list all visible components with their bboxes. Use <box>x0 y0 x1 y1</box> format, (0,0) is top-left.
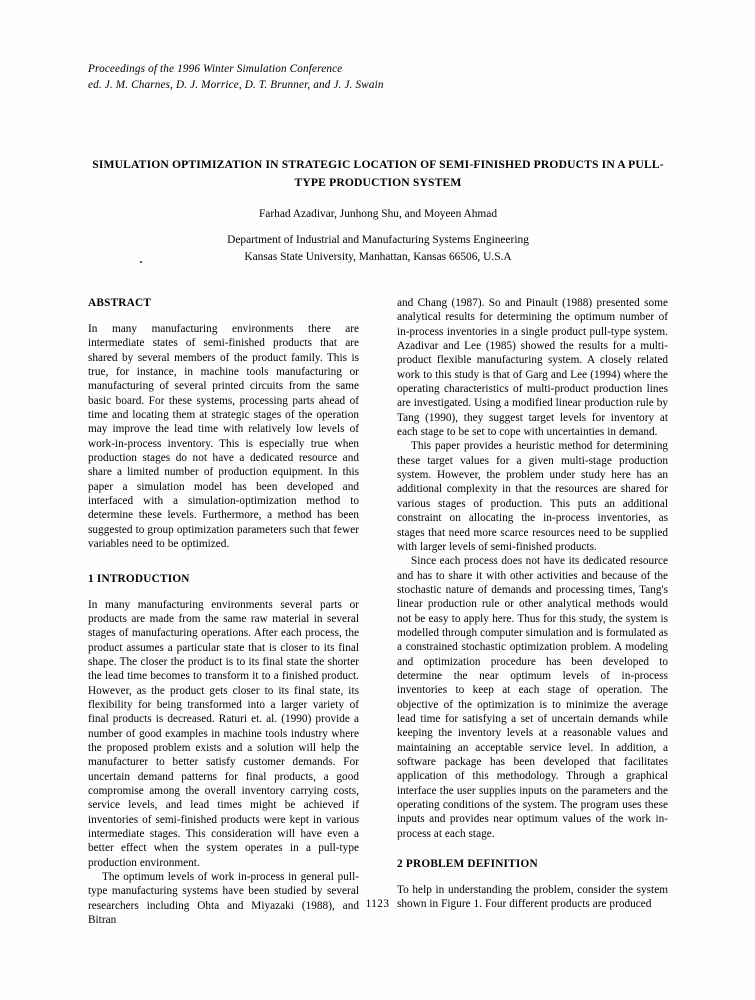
page-number: 1123 <box>365 898 390 910</box>
abstract-heading: ABSTRACT <box>88 297 152 309</box>
scan-artifact-speck <box>140 261 142 263</box>
problem-definition-heading: 2 PROBLEM DEFINITION <box>397 858 538 871</box>
column-right <box>397 296 668 912</box>
right-paragraph-2: This paper provides a heuristic method for determining these target values for a given multi-stage production system. However, the problem under study here has an additional complexity in that the resources are shared for various stages of production. This puts an additional constraint on allocating the in-process inventories, as stages that need more scarce resources need to be supplied with larger levels of semi-finished products. <box>397 440 668 553</box>
right-paragraph-1: and Chang (1987). So and Pinault (1988) presented some analytical results for determining the optimum number of in-process inventories in a single product pull-type system. Azadivar and Lee (1985) showed the results for a multi-product flexible manufacturing system. A closely related work to this study is that of Garg and Lee (1994) where the operating characteristics of multi-product production lines are investigated. Using a modified linear production rule by Tang (1990), they suggest target levels for inventory at each stage to be set to cope with uncertainties in demand. <box>397 297 668 439</box>
page-title: SIMULATION OPTIMIZATION IN STRATEGIC LOCATION OF SEMI-FINISHED PRODUCTS IN A PULL-TYPE PRODUCTION SYSTEM <box>92 157 664 189</box>
abstract-paragraph: In many manufacturing environments there are intermediate states of semi-finished products that are shared by several members of the product family. This is true, for instance, in machine tools manufacturing or manufacturing of several printed circuits from the same basic board. For these systems, processing parts ahead of time and locating them at strategic stages of the operation may improve the lead time with relatively low levels of work-in-process inventory. This is especially true when production stages do not have a dedicated resource and share a limited number of production equipment. In this paper a simulation model has been developed and interfaced with a simulation-optimization method to determine these levels. Furthermore, a method has been suggested to group optimization parameters such that fewer variables need to be optimized. <box>88 323 359 551</box>
introduction-paragraph-1: In many manufacturing environments several parts or products are made from the same raw material in several stages of manufacturing operations. After each process, the product assumes a particular state that is closer to its final shape. The closer the product is to its final state the shorter the lead time becomes to transform it to a finished product. However, as the product gets closer to its final state, its flexibility for being transformed into a larger variety of final products is decreased. Raturi et. al. (1990) provide a number of good examples in machine tools industry where the proposed problem exists and a solution will help the manufacturer to better satisfy customer demands. For uncertain demand patterns for final products, a good compromise among the overall inventory carrying costs, service levels, and lead times might be achieved if inventories of semi-finished products were kept in various intermediate stages. This consideration will have even a better effect when the system operates in a pull-type production environment. <box>88 598 359 869</box>
affiliation-department: Department of Industrial and Manufacturing Systems Engineering <box>227 234 529 246</box>
column-left <box>88 296 359 927</box>
spacer <box>397 841 668 857</box>
spacer <box>88 552 359 572</box>
problem-definition-paragraph-1: To help in understanding the problem, consider the system shown in Figure 1. Four different products are produced <box>397 884 668 911</box>
author-list: Farhad Azadivar, Junhong Shu, and Moyeen Ahmad <box>258 208 498 220</box>
running-head-line2: ed. J. M. Charnes, D. J. Morrice, D. T. Brunner, and J. J. Swain <box>88 78 384 91</box>
introduction-heading: 1 INTRODUCTION <box>88 572 190 585</box>
introduction-paragraph-2: The optimum levels of work in-process in general pull-type manufacturing systems have been studied by several researchers including Ohta and Miyazaki (1988), and Bitran <box>88 871 359 927</box>
affiliation <box>88 232 668 265</box>
affiliation-university: Kansas State University, Manhattan, Kansas 66506, U.S.A <box>244 250 512 263</box>
right-paragraph-3: Since each process does not have its dedicated resource and has to share it with other activities and because of the stochastic nature of demands and processing times, Tang's linear production rule or other analytical methods would not be easy to apply here. Thus for this study, the system is modelled through computer simulation and is formulated as a constrained stochastic optimization problem. A modeling and optimization procedure has been developed to determine the near optimum levels of in-process inventories to keep at each stage of operation. The objective of the optimization is to minimize the average lead time for satisfying a set of uncertain demands while keeping the inventory levels at a reasonable values and maintaining an acceptable service level. In addition, a software package has been developed that facilitates application of this methodology. Through a graphical interface the user supplies inputs on the parameters and the operating conditions of the system. The program uses these inputs and provides near optimum values of the work in-process at each stage. <box>397 555 668 840</box>
running-head <box>88 62 648 93</box>
running-head-line1: Proceedings of the 1996 Winter Simulation Conference <box>88 63 343 75</box>
